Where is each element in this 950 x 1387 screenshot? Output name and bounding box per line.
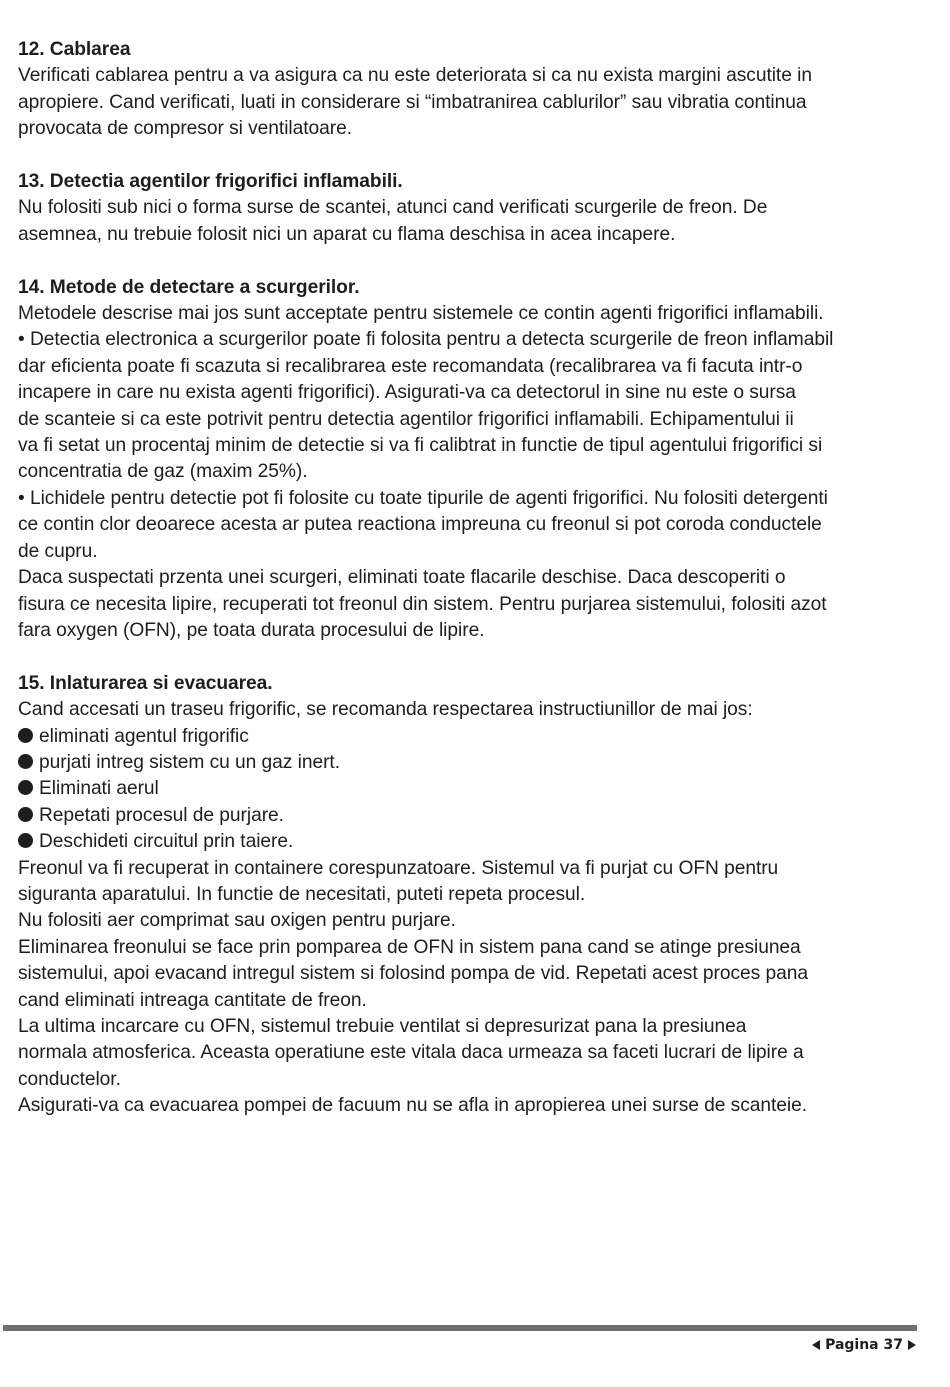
text-line: • Lichidele pentru detectie pot fi folosite cu toate tipurile de agenti frigorifici. Nu folositi detergenti bbox=[18, 487, 828, 509]
section-cablarea bbox=[18, 37, 930, 143]
triangle-left-icon bbox=[812, 1340, 820, 1350]
bullet-item bbox=[18, 776, 930, 802]
text-line: apropiere. Cand verificati, luati in considerare si “imbatranirea cablurilor” sau vibratia continua bbox=[18, 91, 807, 113]
text-line: sistemului, apoi evacand intregul sistem si folosind pompa de vid. Repetati acest proces pana bbox=[18, 963, 808, 985]
bullet-text: Eliminati aerul bbox=[39, 778, 159, 800]
bullet-item bbox=[18, 829, 930, 855]
text-line: Verificati cablarea pentru a va asigura ca nu este deteriorata si ca nu exista margini ascutite in bbox=[18, 65, 812, 87]
bullet-item bbox=[18, 724, 930, 750]
triangle-right-icon bbox=[908, 1340, 916, 1350]
section-heading: 12. Cablarea bbox=[18, 39, 131, 60]
text-line: concentratia de gaz (maxim 25%). bbox=[18, 461, 308, 483]
text-line: provocata de compresor si ventilatoare. bbox=[18, 118, 353, 140]
bullet-dot-icon bbox=[18, 754, 33, 769]
text-line: Daca suspectati przenta unei scurgeri, eliminati toate flacarile deschise. Daca descoperiti o bbox=[18, 567, 786, 589]
text-line: siguranta aparatului. In functie de necesitati, puteti repeta procesul. bbox=[18, 883, 586, 905]
text-line: ce contin clor deoarece acesta ar putea reactiona impreuna cu freonul si pot coroda conductele bbox=[18, 514, 822, 536]
text-line: fisura ce necesita lipire, recuperati tot freonul din sistem. Pentru purjarea sistemului, folositi azot bbox=[18, 593, 827, 615]
text-line: Metodele descrise mai jos sunt acceptate pentru sistemele ce contin agenti frigorifici inflamabili. bbox=[18, 303, 824, 325]
text-line: Cand accesati un traseu frigorific, se recomanda respectarea instructiunillor de mai jos: bbox=[18, 699, 753, 721]
page-footer bbox=[812, 1335, 916, 1355]
text-line: Nu folositi sub nici o forma surse de scantei, atunci cand verificati scurgerile de freon. De bbox=[18, 197, 768, 219]
bullet-dot-icon bbox=[18, 728, 33, 743]
section-heading: 13. Detectia agentilor frigorifici inflamabili. bbox=[18, 171, 403, 193]
bullet-item bbox=[18, 803, 930, 829]
bullet-text: Repetati procesul de purjare. bbox=[39, 804, 284, 826]
bullet-text: eliminati agentul frigorific bbox=[39, 725, 249, 747]
text-line: de scanteie si ca este potrivit pentru detectia agentilor frigorifici inflamabili. Echipamentului ii bbox=[18, 408, 794, 430]
text-line: fara oxygen (OFN), pe toata durata procesului de lipire. bbox=[18, 619, 485, 641]
bullet-text: purjati intreg sistem cu un gaz inert. bbox=[39, 751, 340, 773]
bullet-dot-icon bbox=[18, 833, 33, 848]
text-line: conductelor. bbox=[18, 1068, 121, 1090]
text-line: Asigurati-va ca evacuarea pompei de facuum nu se afla in apropierea unei surse de scanteie. bbox=[18, 1095, 808, 1117]
text-line: Nu folositi aer comprimat sau oxigen pentru purjare. bbox=[18, 910, 456, 932]
bullet-dot-icon bbox=[18, 807, 33, 822]
section-heading: 15. Inlaturarea si evacuarea. bbox=[18, 672, 273, 694]
bullet-dot-icon bbox=[18, 780, 33, 795]
document-body bbox=[18, 37, 930, 1146]
bullet-item bbox=[18, 750, 930, 776]
text-line: Freonul va fi recuperat in containere corespunzatoare. Sistemul va fi purjat cu OFN pentru bbox=[18, 857, 779, 879]
text-line: • Detectia electronica a scurgerilor poate fi folosita pentru a detecta scurgerile de freon inflamabil bbox=[18, 329, 834, 351]
section-metode-detectare bbox=[18, 275, 930, 645]
text-line: normala atmosferica. Aceasta operatiune este vitala daca urmeaza sa faceti lucrari de lipire a bbox=[18, 1042, 804, 1064]
bullet-text: Deschideti circuitul prin taiere. bbox=[39, 831, 294, 853]
section-heading: 14. Metode de detectare a scurgerilor. bbox=[18, 276, 360, 298]
text-line: dar eficienta poate fi scazuta si recalibrarea este recomandata (recalibrarea va fi facuta intr-o bbox=[18, 355, 803, 377]
footer-divider bbox=[3, 1325, 917, 1331]
text-line: asemnea, nu trebuie folosit nici un aparat cu flama deschisa in acea incapere. bbox=[18, 223, 676, 245]
text-line: incapere in care nu exista agenti frigorifici). Asigurati-va ca detectorul in sine nu este o sursa bbox=[18, 382, 796, 404]
text-line: va fi setat un procentaj minim de detectie si va fi calibtrat in functie de tipul agentului frigorifici si bbox=[18, 435, 823, 457]
page-number: Pagina 37 bbox=[825, 1337, 903, 1353]
text-line: cand eliminati intreaga cantitate de freon. bbox=[18, 989, 367, 1011]
section-detectia-agentilor bbox=[18, 169, 930, 248]
text-line: Eliminarea freonului se face prin pomparea de OFN in sistem pana cand se atinge presiunea bbox=[18, 936, 801, 958]
text-line: La ultima incarcare cu OFN, sistemul trebuie ventilat si depresurizat pana la presiunea bbox=[18, 1015, 747, 1037]
section-inlaturarea-evacuarea bbox=[18, 671, 930, 1120]
text-line: de cupru. bbox=[18, 540, 98, 562]
